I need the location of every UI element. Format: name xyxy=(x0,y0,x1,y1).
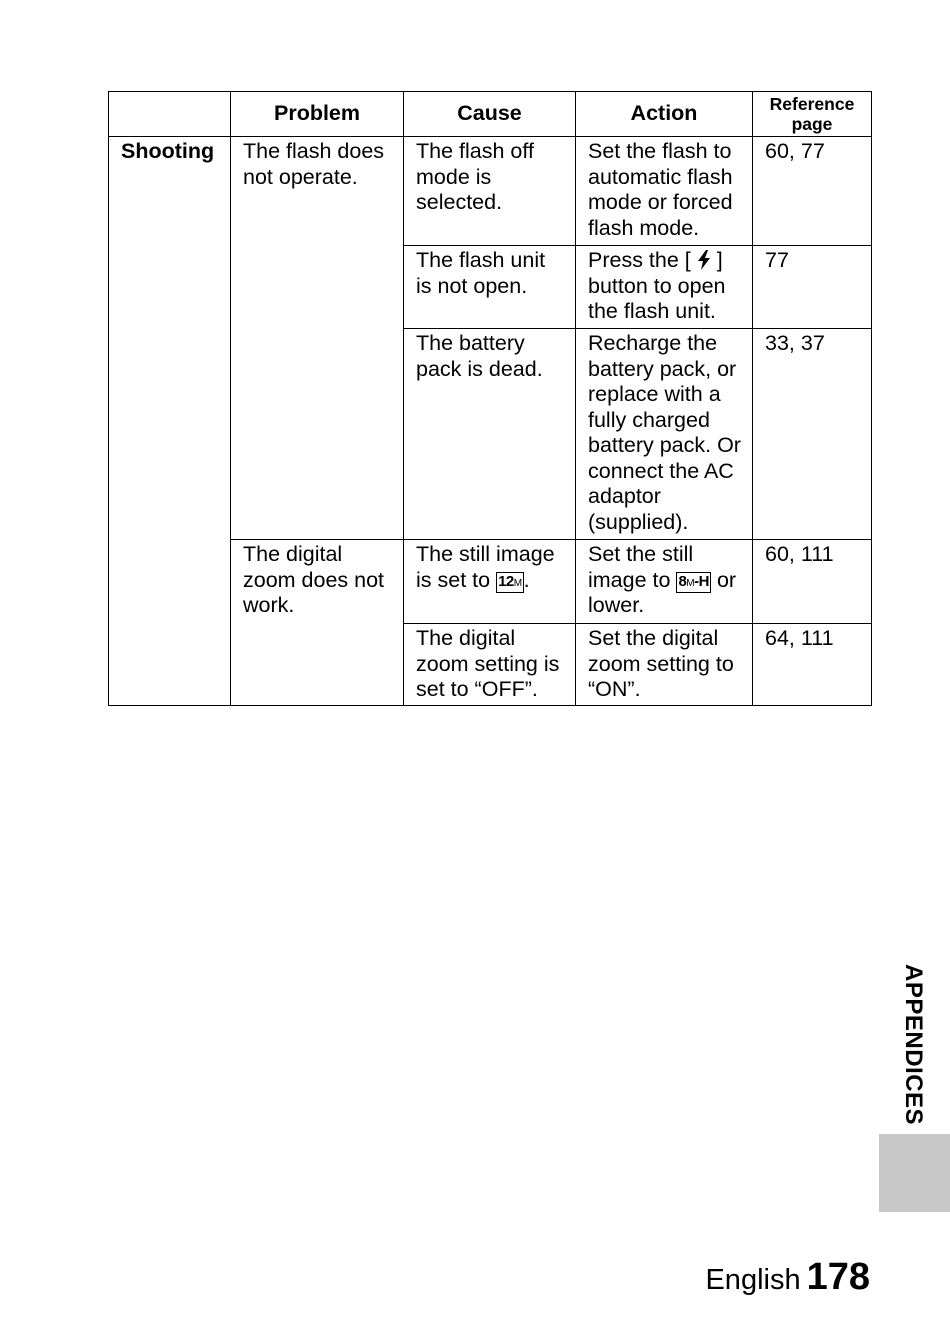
action-text: Set the still image to xyxy=(588,542,694,592)
section-tab-marker xyxy=(879,1134,950,1212)
resolution-8m-h-icon xyxy=(676,572,711,593)
icon-text: 8 xyxy=(678,572,687,590)
action-text: ] button to open the flash unit. xyxy=(588,248,726,323)
footer-language: English xyxy=(705,1264,801,1296)
reference-cell: 60, 111 xyxy=(753,540,872,624)
cause-cell: The battery pack is dead. xyxy=(404,329,576,540)
header-action: Action xyxy=(576,92,753,137)
problem-cell: The digital zoom does not work. xyxy=(231,540,404,706)
cause-cell: The flash unit is not open. xyxy=(404,246,576,329)
action-text: or lower. xyxy=(588,567,737,617)
action-cell: Recharge the battery pack, or replace with a fully charged battery pack. Or connect the AC adaptor (supplied). xyxy=(576,329,753,540)
flash-icon xyxy=(697,250,711,270)
icon-text: 12 xyxy=(498,572,514,590)
action-text: Press the [ xyxy=(588,248,691,272)
problem-cell: The flash does not operate. xyxy=(231,137,404,540)
troubleshooting-table xyxy=(108,91,872,706)
cause-cell: The flash off mode is selected. xyxy=(404,137,576,246)
icon-text: -H xyxy=(694,572,709,590)
action-cell: Set the flash to automatic flash mode or forced flash mode. xyxy=(576,137,753,246)
cause-cell: The digital zoom setting is set to “OFF”. xyxy=(404,624,576,706)
action-cell xyxy=(576,246,753,329)
resolution-12m-icon xyxy=(496,572,524,593)
action-cell xyxy=(576,540,753,624)
category-cell: Shooting xyxy=(109,137,231,706)
reference-cell: 77 xyxy=(753,246,872,329)
table-row xyxy=(109,137,872,246)
header-cause: Cause xyxy=(404,92,576,137)
cause-text: . xyxy=(523,567,530,592)
reference-cell: 60, 77 xyxy=(753,137,872,246)
cause-cell xyxy=(404,540,576,624)
header-problem: Problem xyxy=(231,92,404,137)
icon-text: M xyxy=(513,577,522,589)
page-number: 178 xyxy=(806,1256,870,1298)
reference-cell: 33, 37 xyxy=(753,329,872,540)
header-category xyxy=(109,92,231,137)
icon-text: M xyxy=(686,577,695,589)
section-tab-label: APPENDICES xyxy=(900,964,927,1126)
page-footer xyxy=(705,1256,870,1299)
cause-text: The still image is set to xyxy=(416,542,555,592)
reference-cell: 64, 111 xyxy=(753,624,872,706)
table-header-row xyxy=(109,92,872,137)
header-reference-page: Reference page xyxy=(753,92,872,137)
action-cell: Set the digital zoom setting to “ON”. xyxy=(576,624,753,706)
